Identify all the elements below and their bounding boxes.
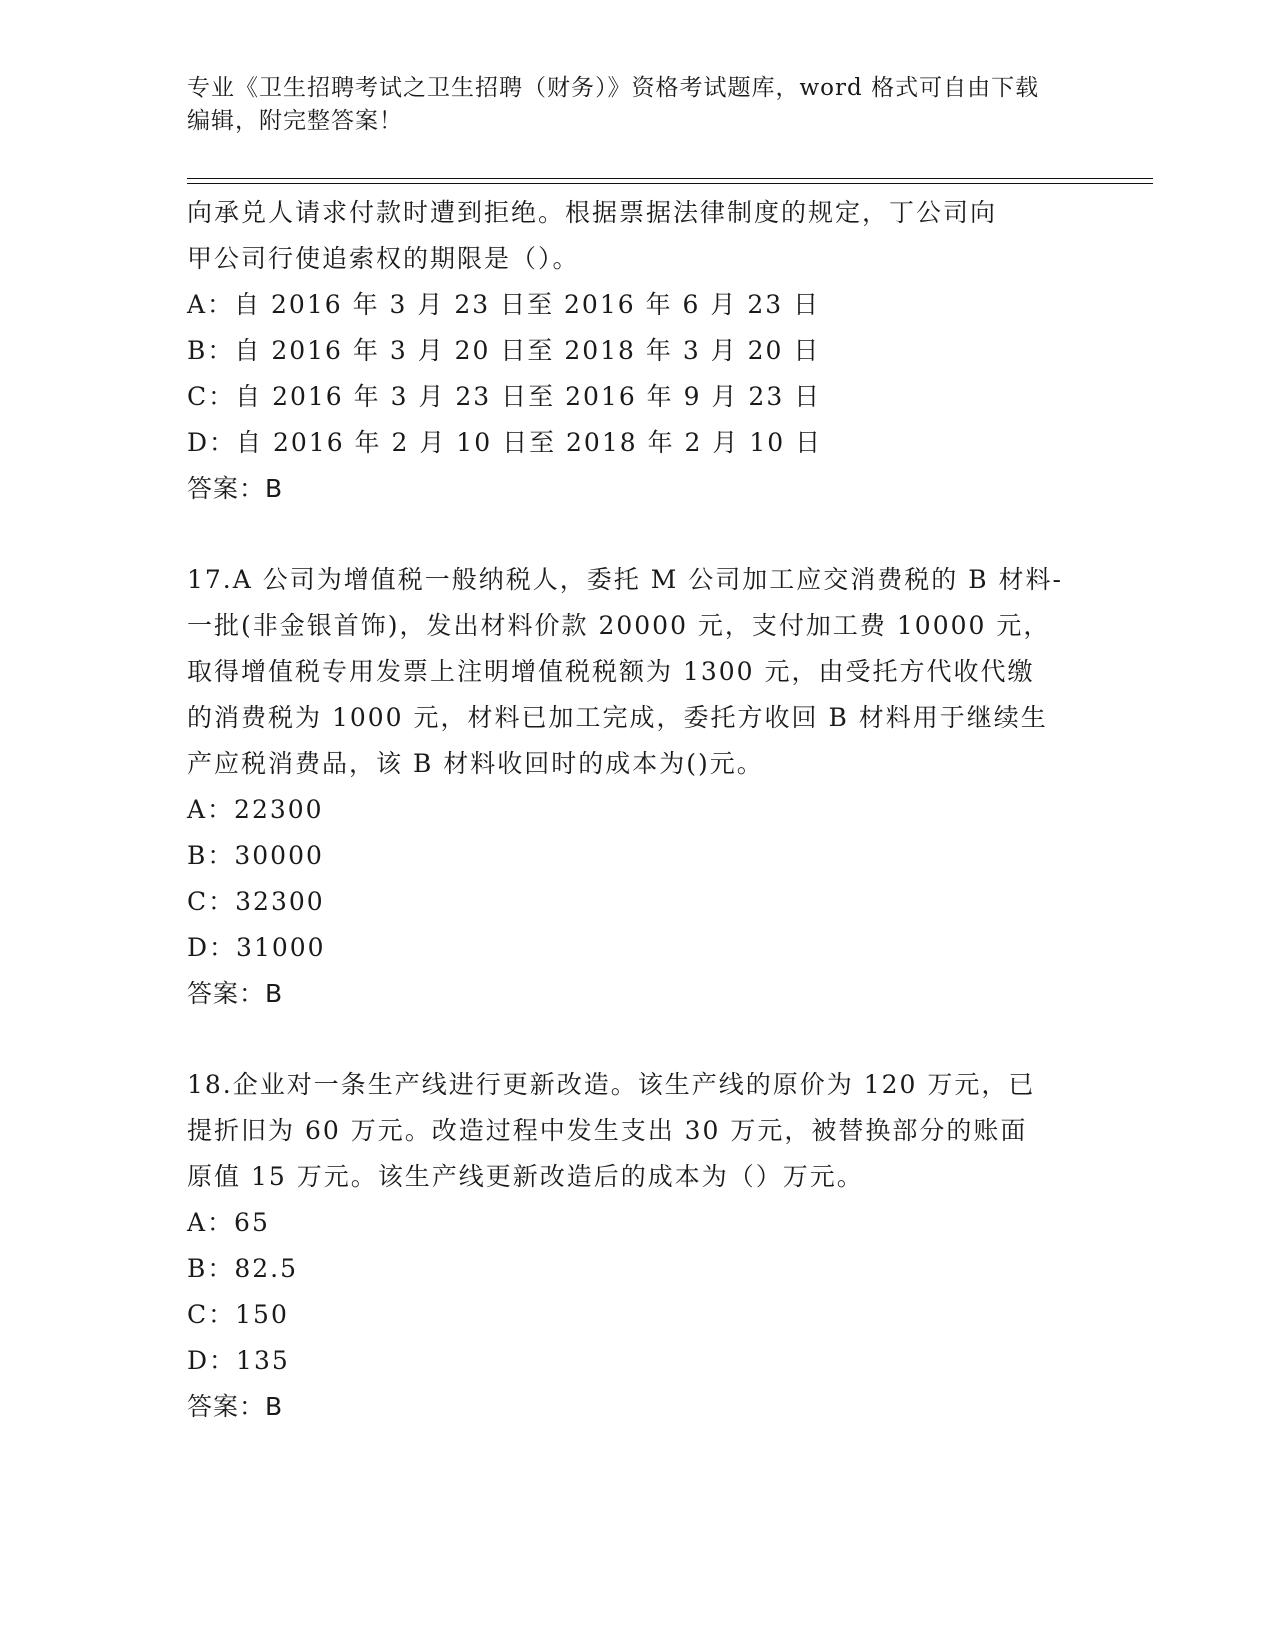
document-body xyxy=(187,190,1087,1430)
answer-label: 答案：B xyxy=(187,1392,284,1421)
header-divider-top xyxy=(187,178,1153,179)
option-c: C：32300 xyxy=(187,887,325,916)
question-16 xyxy=(187,190,1087,512)
header-line-1: 专业《卫生招聘考试之卫生招聘（财务）》资格考试题库，word 格式可自由下载 xyxy=(187,75,1040,101)
question-stem-line: 产应税消费品，该 B 材料收回时的成本为()元。 xyxy=(187,749,764,778)
header-divider-bottom xyxy=(187,183,1153,184)
document-header xyxy=(187,72,1087,138)
question-17 xyxy=(187,557,1087,1017)
question-18 xyxy=(187,1062,1087,1430)
question-stem-line: 提折旧为 60 万元。改造过程中发生支出 30 万元，被替换部分的账面 xyxy=(187,1116,1028,1145)
option-b: B：自 2016 年 3 月 20 日至 2018 年 3 月 20 日 xyxy=(187,336,821,365)
question-stem-line: 向承兑人请求付款时遭到拒绝。根据票据法律制度的规定，丁公司向 xyxy=(187,198,998,227)
question-stem-line: 17.A 公司为增值税一般纳税人，委托 M 公司加工应交消费税的 B 材料- xyxy=(187,565,1063,594)
option-a: A：65 xyxy=(187,1208,270,1237)
question-stem-line: 取得增值税专用发票上注明增值税税额为 1300 元，由受托方代收代缴 xyxy=(187,657,1035,686)
option-d: D：31000 xyxy=(187,933,326,962)
option-a: A：自 2016 年 3 月 23 日至 2016 年 6 月 23 日 xyxy=(187,290,821,319)
option-d: D：自 2016 年 2 月 10 日至 2018 年 2 月 10 日 xyxy=(187,428,823,457)
header-line-2: 编辑，附完整答案！ xyxy=(187,108,403,134)
question-stem-line: 原值 15 万元。该生产线更新改造后的成本为（）万元。 xyxy=(187,1162,864,1191)
question-stem-line: 甲公司行使追索权的期限是（）。 xyxy=(187,244,580,273)
answer-label: 答案：B xyxy=(187,979,284,1008)
option-a: A：22300 xyxy=(187,795,324,824)
question-stem-line: 一批(非金银首饰)，发出材料价款 20000 元，支付加工费 10000 元， xyxy=(187,611,1051,640)
answer-label: 答案：B xyxy=(187,474,284,503)
option-d: D：135 xyxy=(187,1346,290,1375)
option-b: B：82.5 xyxy=(187,1254,299,1283)
question-stem-line: 18.企业对一条生产线进行更新改造。该生产线的原价为 120 万元，已 xyxy=(187,1070,1036,1099)
option-b: B：30000 xyxy=(187,841,324,870)
option-c: C：150 xyxy=(187,1300,289,1329)
question-stem-line: 的消费税为 1000 元，材料已加工完成，委托方收回 B 材料用于继续生 xyxy=(187,703,1048,732)
option-c: C：自 2016 年 3 月 23 日至 2016 年 9 月 23 日 xyxy=(187,382,822,411)
